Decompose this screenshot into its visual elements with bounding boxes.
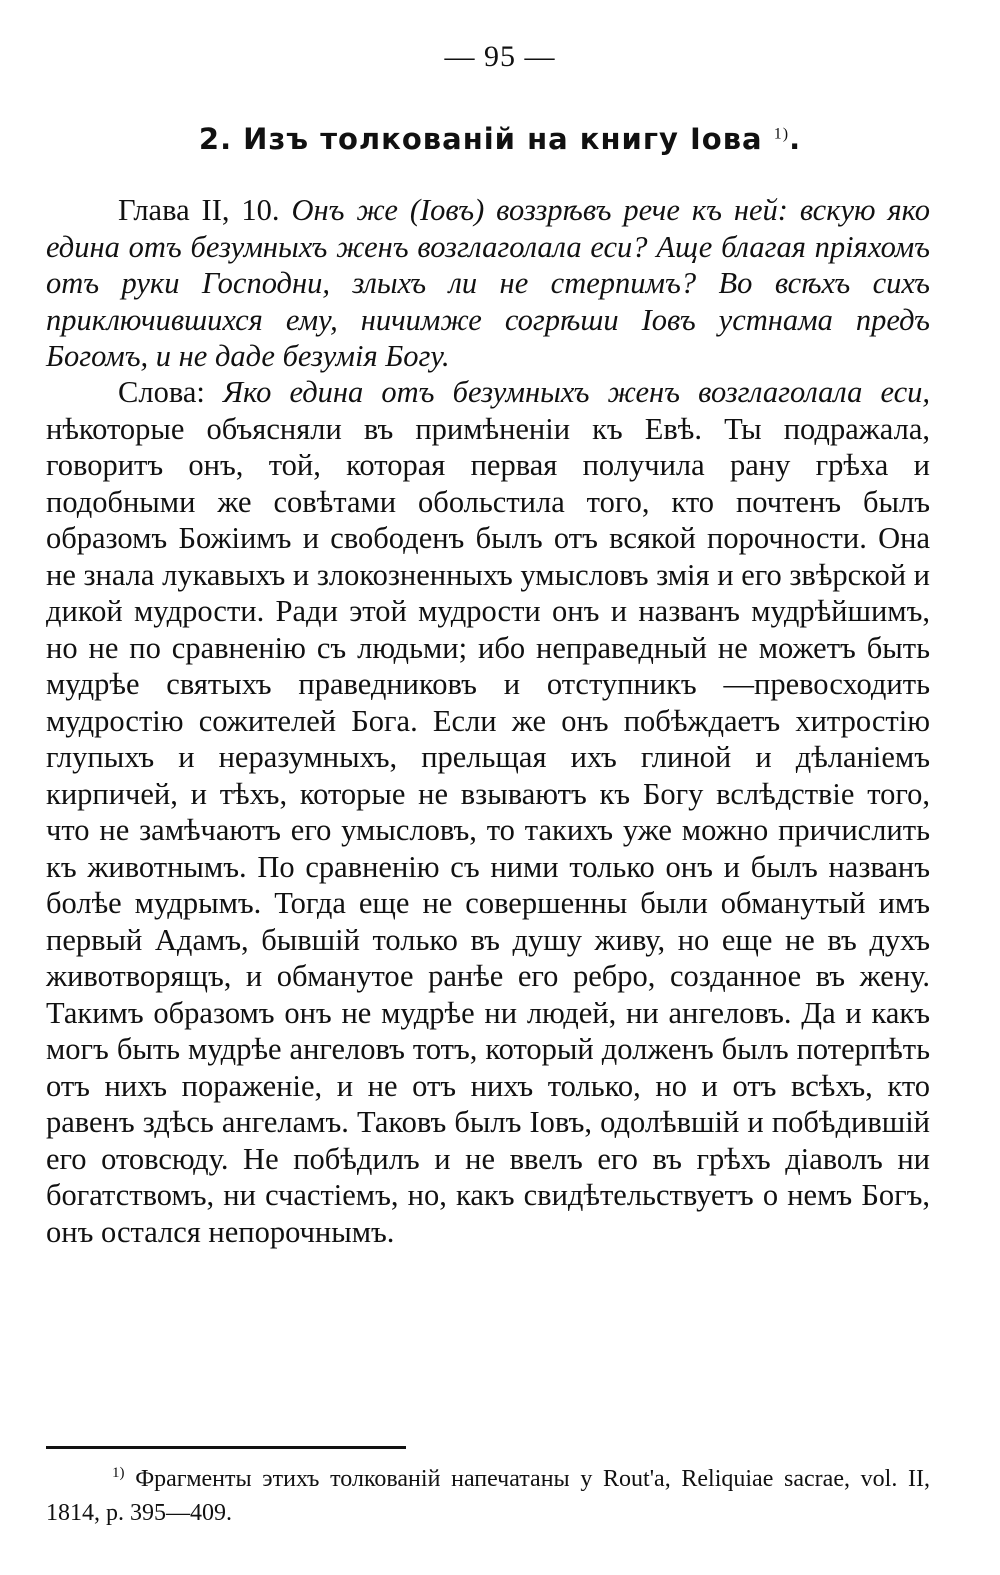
section-heading — [48, 122, 952, 156]
heading-period: . — [789, 122, 802, 156]
commentary-quote: Яко едина отъ безумныхъ женъ возглаголала еси, — [222, 375, 930, 409]
footnote-mark: 1) — [112, 1465, 125, 1481]
paragraph-scripture — [46, 192, 930, 375]
heading-footnote-mark: 1) — [773, 125, 790, 143]
paragraph-commentary — [46, 374, 930, 1250]
scripture-quote: Онъ же (Іовъ) воззрѣвъ рече къ ней: вскую яко едина отъ безумныхъ женъ возглаголала еси? Аще благая пріяхомъ отъ руки Господни, злыхъ ли не стерпимъ? Во всѣхъ сихъ приключившихся ему, ничимже согрѣши Іовъ устнама предъ Богомъ, и не даде безумія Богу. — [46, 193, 930, 373]
page-number: — 95 — — [444, 40, 556, 73]
footnote-rule — [46, 1446, 406, 1449]
footnote-text: Фрагменты этихъ толкованій напечатаны у Rout'а, Reliquiae sacrae, vol. II, 1814, p. 395—409. — [46, 1466, 930, 1526]
heading-text: 2. Изъ толкованій на книгу Іова — [198, 122, 763, 156]
commentary-lead: Слова: — [118, 375, 223, 409]
commentary-body: нѣкоторые объясняли въ примѣненіи къ Евѣ. Ты подражала, говоритъ онъ, той, которая первая получила рану грѣха и подобными же совѣтами обольстила того, кто почтенъ былъ образомъ Божіимъ и свободенъ былъ отъ всякой порочности. Она не знала лукавыхъ и злокозненныхъ умысловъ змія и его звѣрской и дикой мудрости. Ради этой мудрости онъ и названъ мудрѣйшимъ, но не по сравненію съ людьми; ибо неправедный не можетъ быть мудрѣе святыхъ праведниковъ и отступникъ —превосходить мудростію сожителей Бога. Если же онъ побѣждаетъ хитростію глупыхъ и неразумныхъ, прельщая ихъ глиной и дѣланіемъ кирпичей, и тѣхъ, которые не взываютъ къ Богу вслѣдствіе того, что не замѣчаютъ его умысловъ, то такихъ уже можно причислить къ животнымъ. По сравненію съ ними только онъ и былъ названъ болѣе мудрымъ. Тогда еще не совершенны были обманутый имъ первый Адамъ, бывшій только въ душу живу, но еще не въ духъ животворящъ, и обманутое ранѣе его ребро, созданное въ жену. Такимъ образомъ онъ не мудрѣе ни людей, ни ангеловъ. Да и какъ могъ быть мудрѣе ангеловъ тотъ, который долженъ былъ потерпѣть отъ нихъ пораженіе, и не отъ нихъ только, но и отъ всѣхъ, кто равенъ здѣсь ангеламъ. Таковъ былъ Іовъ, одолѣвшій и побѣдившій его отовсюду. Не побѣдилъ и не ввелъ его въ грѣхъ діаволъ ни богатствомъ, ни счастіемъ, но, какъ свидѣтельствуетъ о немъ Богъ, онъ остался непорочнымъ. — [46, 411, 930, 1249]
footnote — [46, 1456, 930, 1530]
chapter-reference: Глава II, 10. — [118, 193, 292, 227]
